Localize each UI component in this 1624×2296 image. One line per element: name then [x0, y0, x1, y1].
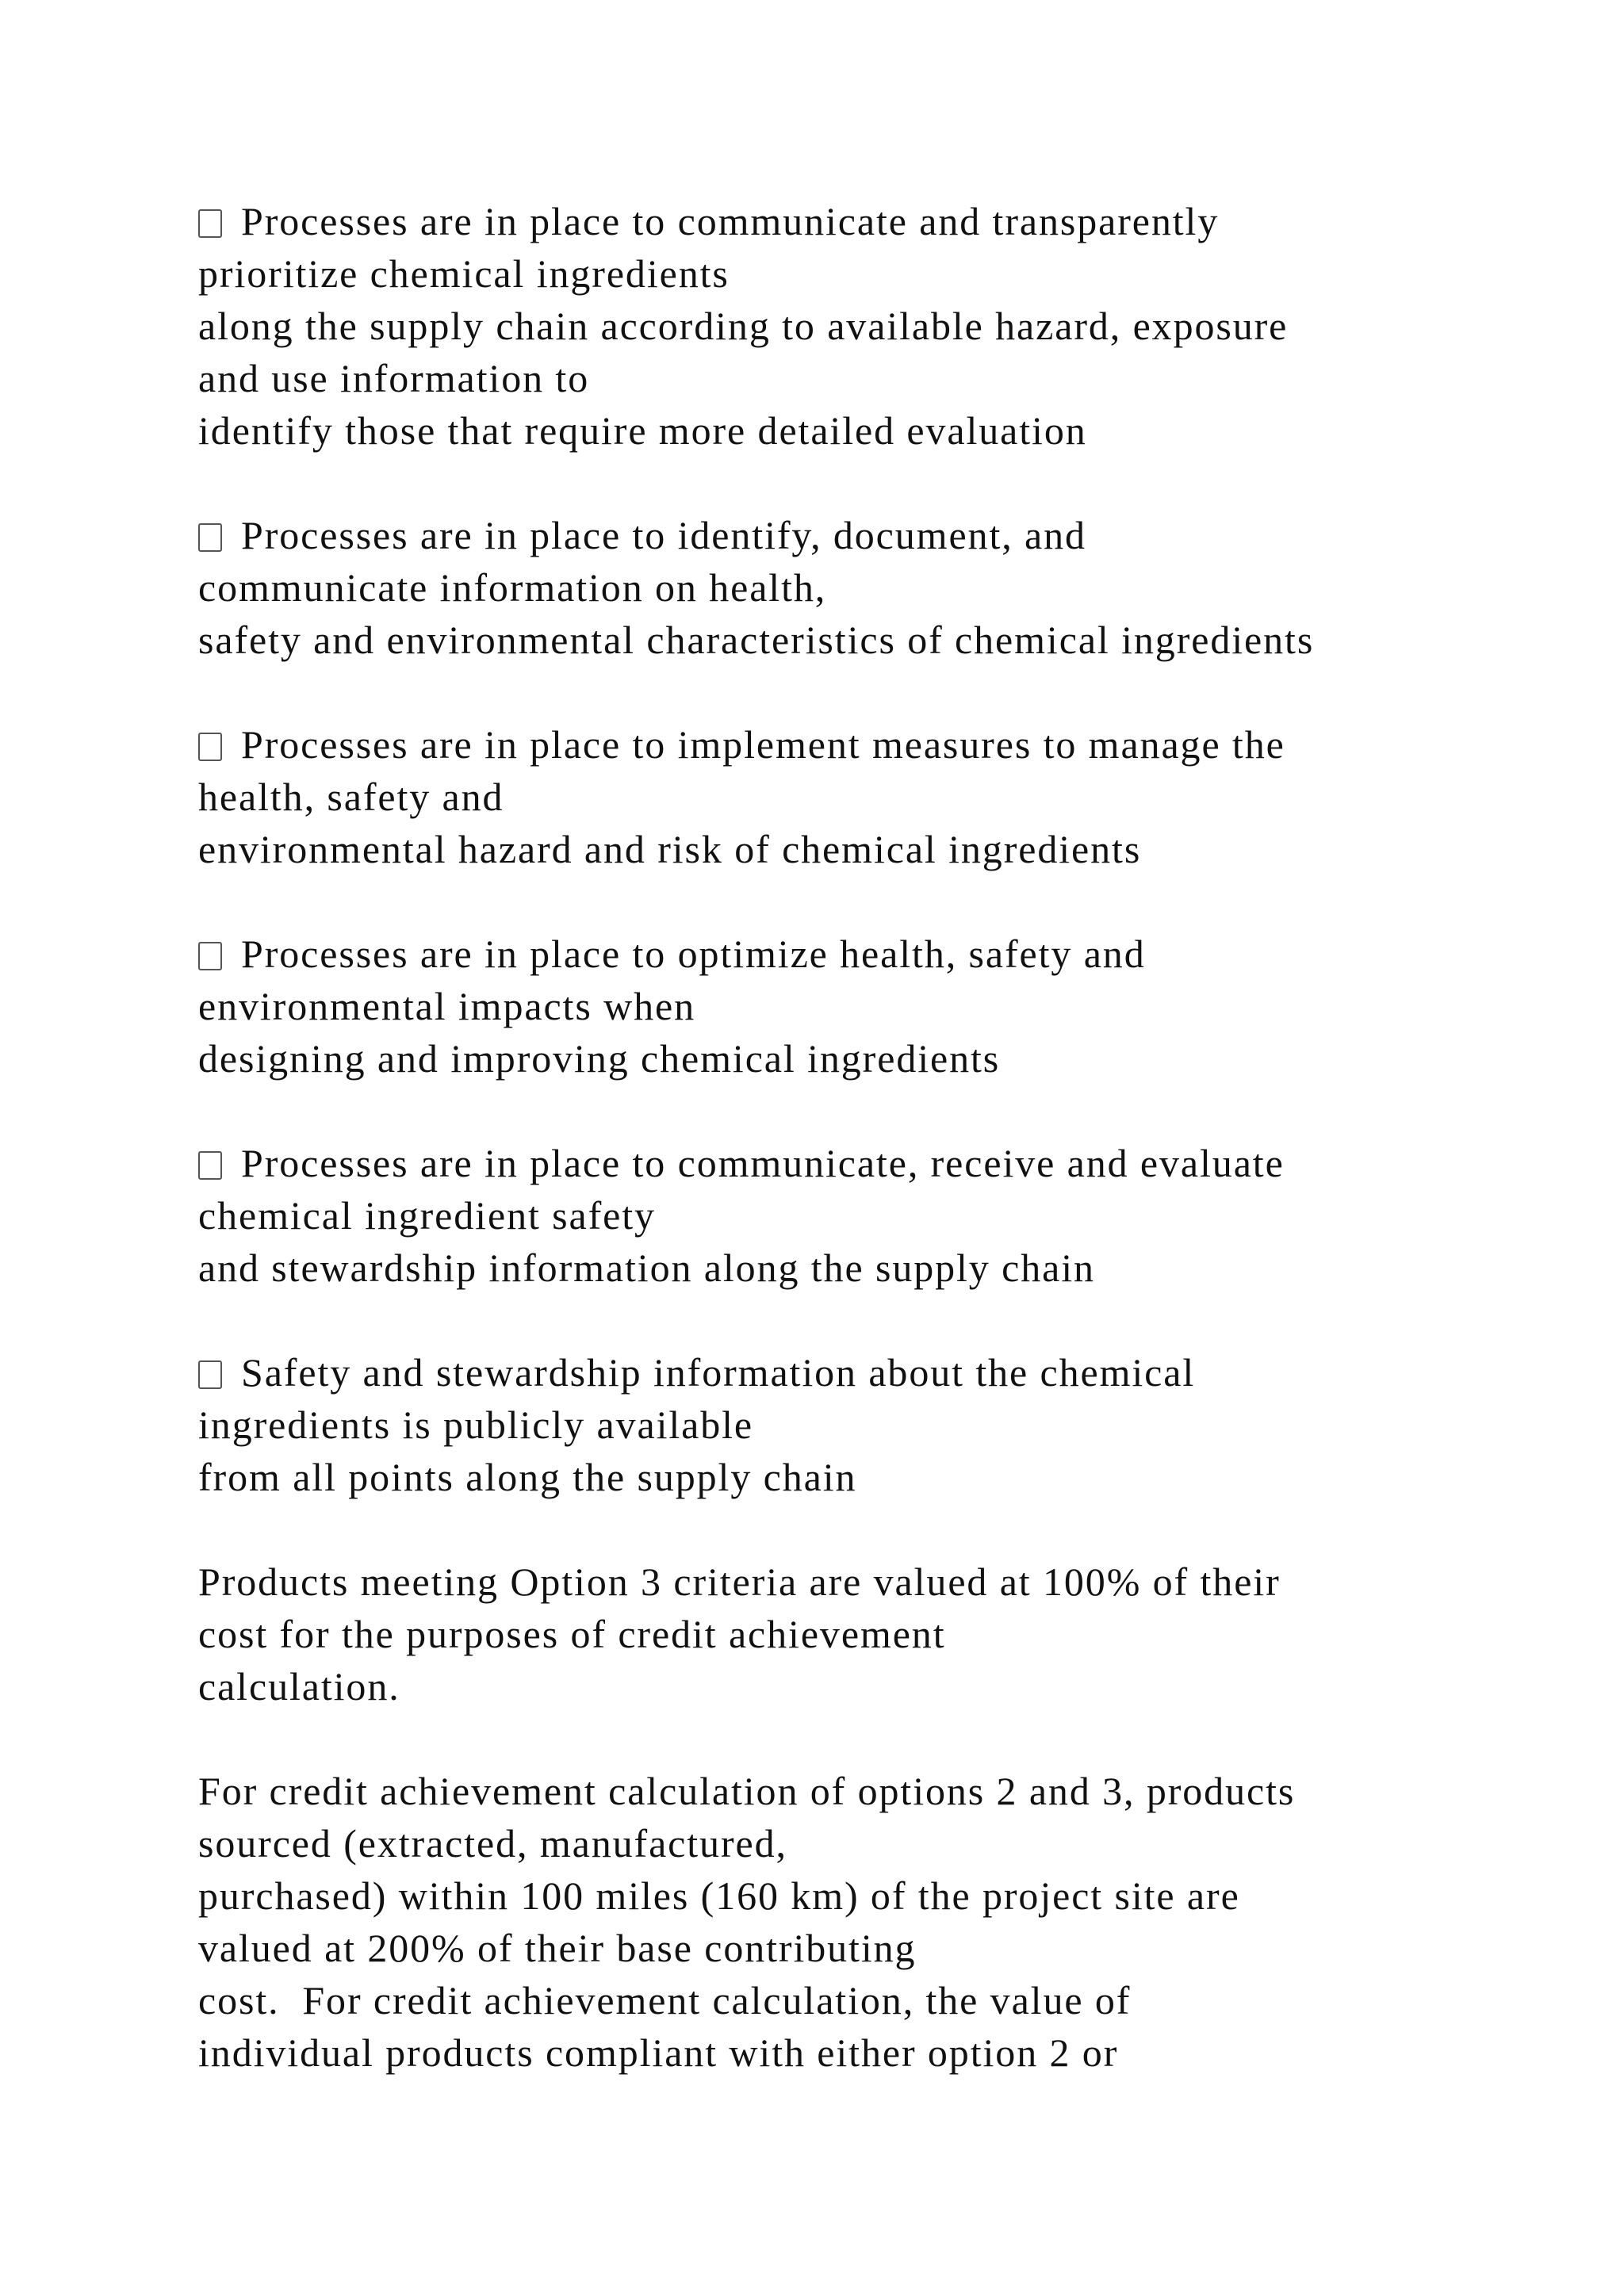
text-line: communicate information on health, [198, 565, 827, 610]
checkbox-bullet-icon [198, 523, 222, 552]
text-line: Safety and stewardship information about the chemical [198, 1346, 1610, 1399]
text-line: and use information to [198, 356, 590, 400]
text-line: identify those that require more detailed evaluation [198, 408, 1087, 453]
text-line: Processes are in place to implement measures to manage the [198, 718, 1610, 771]
body-paragraph [198, 1556, 1610, 1712]
text-line: Processes are in place to communicate, receive and evaluate [198, 1137, 1610, 1189]
document-page [198, 195, 1610, 2079]
paragraph-spacer [198, 1712, 1610, 1765]
paragraph-spacer [198, 875, 1610, 928]
text-line: cost. For credit achievement calculation, the value of [198, 1978, 1132, 2022]
text-line: and stewardship information along the supply chain [198, 1246, 1095, 1290]
text-line: cost for the purposes of credit achievement [198, 1612, 946, 1656]
text-line: health, safety and [198, 775, 504, 819]
text-line: valued at 200% of their base contributing [198, 1926, 917, 1970]
checkbox-bullet-icon [198, 733, 222, 761]
checkbox-bullet-icon [198, 942, 222, 970]
text-line: from all points along the supply chain [198, 1455, 857, 1499]
checkbox-bullet-icon [198, 1360, 222, 1389]
text-line: along the supply chain according to available hazard, exposure [198, 304, 1289, 348]
text-line: For credit achievement calculation of options 2 and 3, products [198, 1769, 1296, 1813]
bullet-paragraph [198, 1137, 1610, 1294]
bullet-paragraph [198, 195, 1610, 457]
text-line: environmental impacts when [198, 984, 696, 1028]
paragraph-spacer [198, 1503, 1610, 1556]
paragraph-spacer [198, 666, 1610, 718]
text-line: prioritize chemical ingredients [198, 251, 730, 296]
bullet-paragraph [198, 509, 1610, 666]
body-paragraph [198, 1765, 1610, 2079]
text-line: chemical ingredient safety [198, 1193, 656, 1238]
paragraph-spacer [198, 457, 1610, 509]
text-line: Products meeting Option 3 criteria are valued at 100% of their [198, 1559, 1281, 1604]
text-line: purchased) within 100 miles (160 km) of the project site are [198, 1873, 1240, 1918]
text-line: designing and improving chemical ingredients [198, 1036, 1001, 1081]
text-line: Processes are in place to identify, document, and [198, 509, 1610, 561]
text-line: individual products compliant with either option 2 or [198, 2030, 1119, 2075]
text-line: calculation. [198, 1664, 400, 1709]
paragraph-spacer [198, 1294, 1610, 1346]
text-line: sourced (extracted, manufactured, [198, 1821, 787, 1866]
bullet-paragraph [198, 928, 1610, 1085]
text-line: Processes are in place to communicate and transparently [198, 195, 1610, 247]
text-line: safety and environmental characteristics of chemical ingredients [198, 618, 1315, 662]
text-line: ingredients is publicly available [198, 1402, 754, 1447]
checkbox-bullet-icon [198, 209, 222, 238]
checkbox-bullet-icon [198, 1151, 222, 1180]
text-line: environmental hazard and risk of chemical ingredients [198, 827, 1142, 871]
paragraph-spacer [198, 1085, 1610, 1137]
bullet-paragraph [198, 718, 1610, 875]
text-line: Processes are in place to optimize health, safety and [198, 928, 1610, 980]
bullet-paragraph [198, 1346, 1610, 1503]
